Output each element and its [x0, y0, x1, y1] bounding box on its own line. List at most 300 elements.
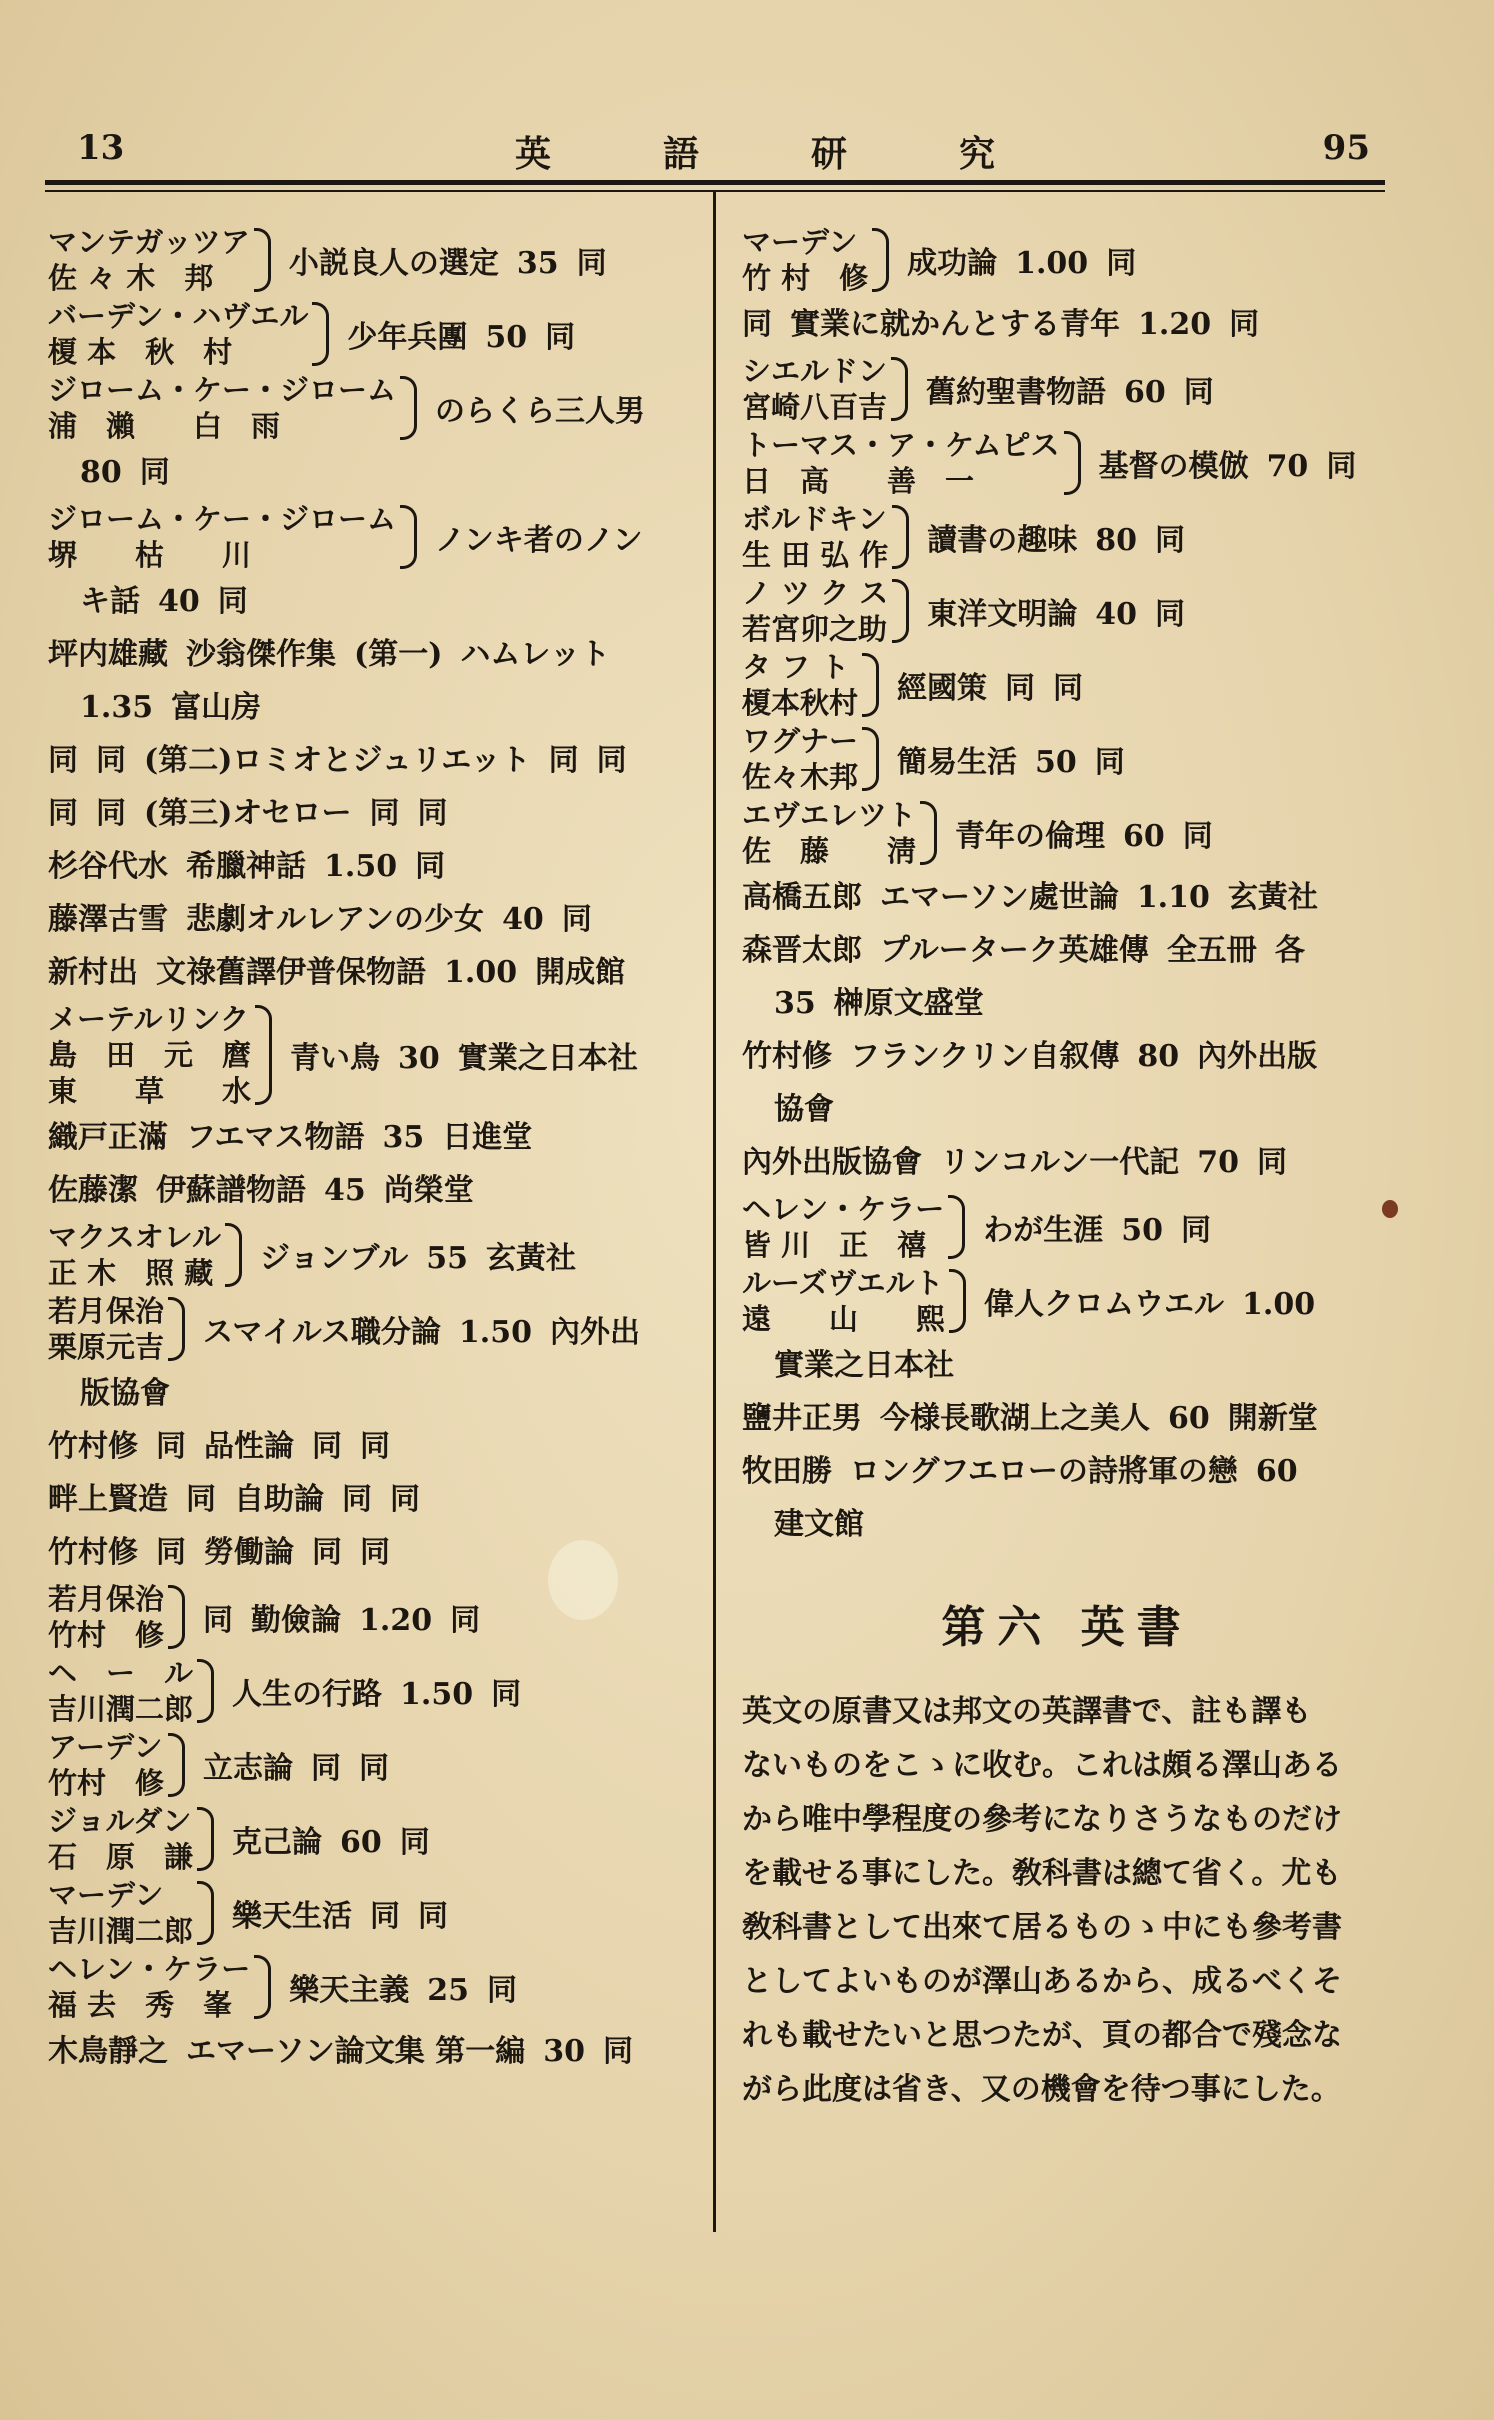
bracket-brace — [168, 1585, 185, 1649]
translator-names — [48, 1729, 164, 1801]
entry-field: 織戸正滿 — [48, 1120, 168, 1155]
bracket-entry — [742, 723, 1392, 795]
entry-field: 建文館 — [774, 1507, 864, 1542]
entry-field: 同 — [96, 743, 126, 778]
translator-name: 正 木 照 藏 — [48, 1256, 214, 1290]
entry-field: 玄黃社 — [1227, 880, 1318, 915]
entry-field: 同 — [217, 584, 248, 619]
entry-field: フエマス物語 — [186, 1120, 365, 1155]
translator-name: 宮崎八百吉 — [742, 390, 888, 424]
entry-field: 45 — [324, 1173, 366, 1208]
translator-name: エヴエレツト — [742, 798, 917, 832]
bracket-entry — [742, 649, 1392, 721]
entry-field: 同 — [156, 1535, 186, 1570]
bracket-brace — [197, 1807, 214, 1871]
entry-field: 文祿舊譯伊普保物語 — [156, 955, 426, 990]
bracket-brace — [892, 505, 909, 569]
translator-name: 日 高 善 一 — [742, 464, 975, 498]
entry-field: 40 — [502, 902, 544, 937]
translator-name: バーデン・ハヴエル — [48, 299, 309, 333]
entry-field: 日進堂 — [442, 1120, 533, 1155]
entry-field: 50 — [1121, 1213, 1164, 1248]
entry-field: 簡易生活 — [897, 745, 1018, 780]
entry-field: 同 — [1182, 819, 1213, 854]
bracket-brace — [400, 376, 417, 440]
entry-field: 尚榮堂 — [383, 1173, 474, 1208]
entry-field: 青い鳥 — [290, 1041, 381, 1076]
entry-field: (第一) — [354, 637, 443, 672]
entry-field: 60 — [1123, 819, 1165, 854]
entry-field: 鹽井正男 — [742, 1401, 862, 1436]
paper-smudge — [548, 1540, 618, 1620]
entry-field: 青年の倫理 — [955, 819, 1106, 854]
entry-field: 35 — [382, 1120, 425, 1155]
entry-field: リンコルン一代記 — [940, 1145, 1180, 1180]
translator-name: 吉川潤二郎 — [48, 1692, 194, 1726]
entry-field: 1.20 — [1138, 307, 1212, 342]
bracket-brace — [168, 1297, 185, 1361]
translator-name: 竹 村 修 — [742, 261, 869, 295]
entry-field: 同 — [139, 455, 170, 490]
intro-line: 英文の原書又は邦文の英譯書で、註も譯も — [742, 1694, 1312, 1729]
intro-line: 敎科書として出來て居るものゝ中にも參考書 — [742, 1910, 1342, 1945]
bracket-brace — [872, 228, 889, 292]
book-entry — [742, 1136, 1392, 1189]
translator-name: マンテガッツア — [48, 225, 250, 259]
bracket-entry — [48, 1803, 698, 1875]
entry-field: 50 — [485, 320, 528, 355]
bracket-entry — [48, 1951, 698, 2023]
translator-names — [742, 224, 868, 296]
entry-field: 同 — [342, 1482, 372, 1517]
entry-field: 內外出 — [550, 1315, 640, 1350]
entry-field: 50 — [1035, 745, 1077, 780]
entry-info — [289, 238, 625, 282]
entry-field: 40 — [1095, 597, 1138, 632]
entry-field: ジョンブル — [260, 1241, 409, 1276]
translator-name: マーデン — [48, 1878, 164, 1912]
intro-line: を載せる事にした。敎科書は總て省く。尤も — [742, 1856, 1342, 1891]
translator-names — [48, 224, 250, 296]
entry-field: 玄黃社 — [485, 1241, 576, 1276]
translator-names — [742, 575, 888, 647]
translator-name: マクスオレル — [48, 1220, 221, 1254]
entry-field: (第二)ロミオとジュリエット — [144, 743, 531, 778]
translator-name: 浦 瀨 白 雨 — [48, 409, 281, 443]
entry-field: 杉谷代水 — [48, 849, 168, 884]
entry-field: 勞働論 — [204, 1535, 294, 1570]
entry-field: 經國策 — [897, 671, 988, 706]
entry-info — [926, 367, 1232, 411]
entry-field: 內外出版 — [1197, 1039, 1318, 1074]
bracket-entry — [742, 353, 1392, 425]
entry-field: エマーソン處世論 — [880, 880, 1119, 915]
bracket-entry — [48, 1877, 698, 1949]
translator-names — [742, 723, 858, 795]
translator-names — [48, 1293, 164, 1365]
translator-name: 栗原元吉 — [48, 1330, 165, 1364]
entry-field: 同 — [1155, 597, 1186, 632]
translator-name: 竹村 修 — [48, 1618, 165, 1652]
entry-field: 同 — [369, 796, 400, 831]
entry-field: 竹村修 — [48, 1535, 138, 1570]
book-entry — [742, 298, 1392, 351]
entry-field: 舊約聖書物語 — [926, 375, 1107, 410]
left-column — [48, 222, 698, 2078]
entry-field: 1.50 — [324, 849, 398, 884]
book-entry — [742, 1445, 1392, 1498]
entry-field: 人生の行路 — [232, 1677, 383, 1712]
translator-name: ノ ツ ク ス — [742, 576, 889, 610]
entry-field: 各 — [1274, 933, 1305, 968]
entry-info — [927, 515, 1203, 559]
book-entry — [742, 1392, 1392, 1445]
translator-name: 榎 本 秋 村 — [48, 335, 233, 369]
translator-names — [48, 1219, 221, 1291]
page-number-left: 13 — [77, 128, 125, 168]
entry-field: スマイルス職分論 — [203, 1315, 441, 1350]
entry-field: 35 — [774, 986, 816, 1021]
entry-field: 1.00 — [1242, 1287, 1316, 1322]
entry-info — [984, 1279, 1333, 1323]
translator-name: 皆 川 正 禧 — [742, 1228, 927, 1262]
translator-name: 佐 々 木 邦 — [48, 261, 214, 295]
entry-field: 同 — [545, 320, 576, 355]
entry-field: 同 — [1005, 671, 1036, 706]
page-number-right: 95 — [1322, 128, 1370, 168]
entry-field: ロングフエローの詩將軍の戀 — [850, 1454, 1238, 1489]
bracket-entry — [742, 797, 1392, 869]
entry-field: (第三)オセロー — [144, 796, 352, 831]
entry-field: 70 — [1197, 1145, 1239, 1180]
entry-field: ノンキ者のノン — [435, 523, 643, 558]
book-entry — [48, 2025, 698, 2078]
entry-field: 60 — [1124, 375, 1166, 410]
entry-field: 立志論 — [203, 1751, 294, 1786]
entry-field: フランクリン自叙傳 — [850, 1039, 1120, 1074]
translator-name: 竹村 修 — [48, 1766, 165, 1800]
entry-field: 70 — [1266, 449, 1309, 484]
entry-field: 新村出 — [48, 955, 138, 990]
book-entry — [48, 1164, 698, 1217]
entry-field: 富山房 — [171, 690, 262, 725]
bracket-brace — [862, 727, 879, 791]
entry-field: わが生涯 — [983, 1213, 1104, 1248]
translator-names — [742, 1191, 944, 1263]
bracket-brace — [254, 1955, 271, 2019]
entry-field: 讀書の趣味 — [927, 523, 1078, 558]
book-entry — [742, 1030, 1392, 1083]
entry-field: 80 — [1095, 523, 1138, 558]
ink-stain — [1382, 1200, 1398, 1218]
entry-field: 同 — [390, 1482, 420, 1517]
translator-name: 生 田 弘 作 — [742, 538, 889, 572]
bracket-entry — [48, 501, 698, 573]
bracket-entry — [48, 1001, 698, 1109]
entry-field: のらくら三人男 — [435, 394, 646, 429]
entry-info — [983, 1205, 1229, 1249]
entry-field: 同 — [1155, 523, 1186, 558]
header-rule-thick — [45, 180, 1385, 185]
entry-field: 同 — [487, 1973, 518, 2008]
entry-info — [203, 1307, 658, 1351]
bracket-entry — [48, 1729, 698, 1801]
entry-field: 同 — [48, 743, 78, 778]
entry-info — [897, 663, 1101, 707]
translator-names — [742, 649, 858, 721]
entry-field: 成功論 — [907, 246, 998, 281]
translator-name: 若宮卯之助 — [742, 612, 888, 646]
bracket-entry — [48, 1655, 698, 1727]
entry-info — [435, 386, 663, 430]
bracket-entry — [742, 575, 1392, 647]
running-title-char: 英 — [515, 133, 552, 175]
bracket-brace — [197, 1881, 214, 1945]
running-title — [515, 126, 995, 177]
book-entry — [742, 871, 1392, 924]
translator-names — [48, 1581, 164, 1653]
entry-field: 高橋五郎 — [742, 880, 862, 915]
entry-field: 同 — [1181, 1213, 1212, 1248]
translator-name: 石 原 謙 — [48, 1840, 194, 1874]
entry-continuation — [48, 446, 698, 499]
translator-name: タ フ ト — [742, 650, 850, 684]
entry-info — [203, 1743, 407, 1787]
entry-info — [955, 811, 1231, 855]
entry-field: 竹村修 — [48, 1429, 138, 1464]
entry-field: 今様長歌湖上之美人 — [880, 1401, 1150, 1436]
bracket-entry — [742, 1265, 1392, 1337]
right-column-entries — [742, 224, 1392, 1551]
entry-field: 同 — [1106, 246, 1137, 281]
entry-field: 同 — [603, 2034, 633, 2069]
entry-field: 同 — [1257, 1145, 1287, 1180]
bracket-entry — [48, 1293, 698, 1365]
entry-field: 藤澤古雪 — [48, 902, 168, 937]
bracket-brace — [920, 801, 937, 865]
entry-field: 少年兵團 — [347, 320, 468, 355]
translator-name: ジローム・ケー・ジローム — [48, 373, 397, 407]
entry-info — [290, 1033, 656, 1077]
translator-names — [742, 1265, 945, 1337]
entry-field: 同 — [399, 1825, 430, 1860]
bracket-brace — [1064, 431, 1081, 495]
bracket-brace — [400, 505, 417, 569]
bracket-brace — [225, 1223, 242, 1287]
entry-field: 同 — [312, 1535, 342, 1570]
book-entry — [48, 628, 698, 681]
entry-field: 60 — [340, 1825, 382, 1860]
translator-name: ヘ ー ル — [48, 1656, 194, 1690]
translator-name: ジョルダン — [48, 1804, 192, 1838]
entry-field: 30 — [543, 2034, 585, 2069]
translator-name: 吉川潤二郎 — [48, 1914, 194, 1948]
entry-field: 1.00 — [1015, 246, 1089, 281]
entry-info — [232, 1817, 448, 1861]
translator-names — [742, 427, 1060, 499]
entry-info — [232, 1669, 539, 1713]
running-title-char: 語 — [662, 133, 699, 175]
entry-field: 竹村修 — [742, 1039, 832, 1074]
translator-names — [48, 1951, 250, 2023]
entry-field: 牧田勝 — [742, 1454, 832, 1489]
entry-field: 樂天生活 — [232, 1899, 353, 1934]
entry-field: 同 — [156, 1429, 186, 1464]
section-title: 第六 英書 — [941, 1602, 1193, 1653]
entry-field: 同 — [359, 1751, 390, 1786]
entry-field: キ話 — [80, 584, 140, 619]
right-column — [742, 222, 1392, 2117]
entry-field: ハムレット — [460, 637, 611, 672]
entry-continuation — [742, 1339, 1392, 1392]
entry-field: プルーターク英雄傳 — [880, 933, 1149, 968]
translator-name: 若月保治 — [48, 1294, 165, 1328]
entry-field: 同 — [1326, 449, 1357, 484]
entry-field: 40 — [158, 584, 200, 619]
entry-info — [203, 1595, 498, 1639]
entry-field: 同 — [596, 743, 627, 778]
entry-info — [289, 1965, 535, 2009]
entry-continuation — [742, 1083, 1392, 1136]
bracket-entry — [742, 224, 1392, 296]
bracket-entry — [48, 224, 698, 296]
entry-field: 伊蘇譜物語 — [156, 1173, 306, 1208]
entry-field: 同 — [360, 1429, 390, 1464]
entry-field: 實業之日本社 — [457, 1041, 638, 1076]
entry-info — [927, 589, 1203, 633]
bracket-brace — [949, 1269, 966, 1333]
entry-field: エマーソン論文集 第一編 — [186, 2034, 526, 2069]
bracket-entry — [48, 298, 698, 370]
entry-field: 1.50 — [458, 1315, 532, 1350]
book-entry — [48, 787, 698, 840]
book-entry — [48, 1420, 698, 1473]
entry-field: 同 — [491, 1677, 522, 1712]
book-entry — [48, 946, 698, 999]
entry-field: 開新堂 — [1227, 1401, 1318, 1436]
entry-field: 同 — [742, 307, 772, 342]
translator-name: ヘレン・ケラー — [742, 1192, 945, 1226]
entry-field: 55 — [426, 1241, 468, 1276]
bracket-brace — [197, 1659, 214, 1723]
entry-field: 25 — [427, 1973, 470, 2008]
entry-field: 樂天主義 — [289, 1973, 410, 2008]
translator-name: 堺 枯 川 — [48, 538, 252, 572]
entry-field: 同 — [415, 849, 446, 884]
bracket-brace — [312, 302, 329, 366]
translator-name: マーデン — [742, 225, 858, 259]
entry-field: 同 — [561, 902, 592, 937]
entry-field: 畔上賢造 — [48, 1482, 168, 1517]
translator-name: 島 田 元 麿 — [48, 1038, 252, 1072]
book-entry — [742, 924, 1392, 977]
entry-field: 同 — [370, 1899, 401, 1934]
bracket-brace — [255, 1005, 272, 1105]
entry-field: 80 — [80, 455, 122, 490]
translator-name: アーデン — [48, 1730, 163, 1764]
translator-name: 若月保治 — [48, 1582, 165, 1616]
entry-field: 同 — [48, 796, 78, 831]
translator-name: 福 去 秀 峯 — [48, 1988, 233, 2022]
running-title-char: 研 — [810, 133, 847, 175]
entry-continuation — [48, 1367, 698, 1420]
entry-field: 同 — [417, 796, 448, 831]
entry-continuation — [742, 1498, 1392, 1551]
entry-field: 同 — [1094, 745, 1125, 780]
book-entry — [48, 840, 698, 893]
translator-name: 佐 藤 淸 — [742, 834, 917, 868]
entry-field: 悲劇オルレアンの少女 — [186, 902, 485, 937]
bracket-entry — [742, 1191, 1392, 1263]
entry-field: 內外出版協會 — [742, 1145, 922, 1180]
entry-field: 佐藤潔 — [48, 1173, 138, 1208]
entry-field: 1.10 — [1136, 880, 1210, 915]
entry-field: 基督の模倣 — [1098, 449, 1249, 484]
entry-field: 同 — [312, 1429, 342, 1464]
entry-field: 同 — [548, 743, 579, 778]
entry-field: 自助論 — [234, 1482, 324, 1517]
translator-name: ヘレン・ケラー — [48, 1952, 251, 1986]
translator-names — [48, 1001, 251, 1109]
bracket-entry — [48, 1219, 698, 1291]
entry-field: 品性論 — [204, 1429, 294, 1464]
entry-field: 同 — [311, 1751, 342, 1786]
translator-names — [48, 501, 396, 573]
entry-field: 同 — [1183, 375, 1214, 410]
translator-names — [742, 797, 916, 869]
entry-field: 同 — [1053, 671, 1084, 706]
bracket-brace — [891, 357, 908, 421]
section-intro — [742, 1685, 1392, 2117]
entry-field: 同 — [450, 1603, 481, 1638]
entry-field: 協會 — [774, 1092, 834, 1127]
page-header — [45, 118, 1390, 188]
translator-name: ルーズヴエルト — [742, 1266, 944, 1300]
entry-field: 同 — [576, 246, 607, 281]
translator-names — [48, 1655, 193, 1727]
bracket-entry — [742, 501, 1392, 573]
entry-field: 沙翁傑作集 — [186, 637, 336, 672]
entry-field: 克己論 — [232, 1825, 323, 1860]
entry-field: 30 — [398, 1041, 440, 1076]
entry-field: 小説良人の選定 — [288, 246, 499, 281]
entry-field: 35 — [516, 246, 559, 281]
entry-field: 開成館 — [535, 955, 626, 990]
translator-name: シエルドン — [742, 354, 888, 388]
translator-name: ワグナー — [742, 724, 859, 758]
entry-field: 偉人クロムウエル — [984, 1287, 1225, 1322]
entry-field: 森晋太郎 — [742, 933, 862, 968]
entry-continuation — [48, 575, 698, 628]
translator-name: ボルドキン — [742, 502, 887, 536]
entry-continuation — [742, 977, 1392, 1030]
entry-field: 版協會 — [80, 1376, 170, 1411]
translator-name: 佐々木邦 — [742, 760, 859, 794]
entry-info — [897, 737, 1143, 781]
entry-field: 希臘神話 — [186, 849, 306, 884]
bracket-brace — [862, 653, 879, 717]
entry-info — [1099, 441, 1375, 485]
entry-field: 1.20 — [359, 1603, 433, 1638]
entry-info — [435, 515, 661, 559]
entry-field: 木鳥靜之 — [48, 2034, 168, 2069]
entry-field: 同 — [418, 1899, 449, 1934]
entry-field: 同 — [96, 796, 126, 831]
entry-field: 同 — [186, 1482, 216, 1517]
entry-field: 勤儉論 — [251, 1603, 342, 1638]
entry-field: 1.50 — [400, 1677, 474, 1712]
intro-line: としてよいものが澤山あるから、成るべくそ — [742, 1964, 1342, 1999]
